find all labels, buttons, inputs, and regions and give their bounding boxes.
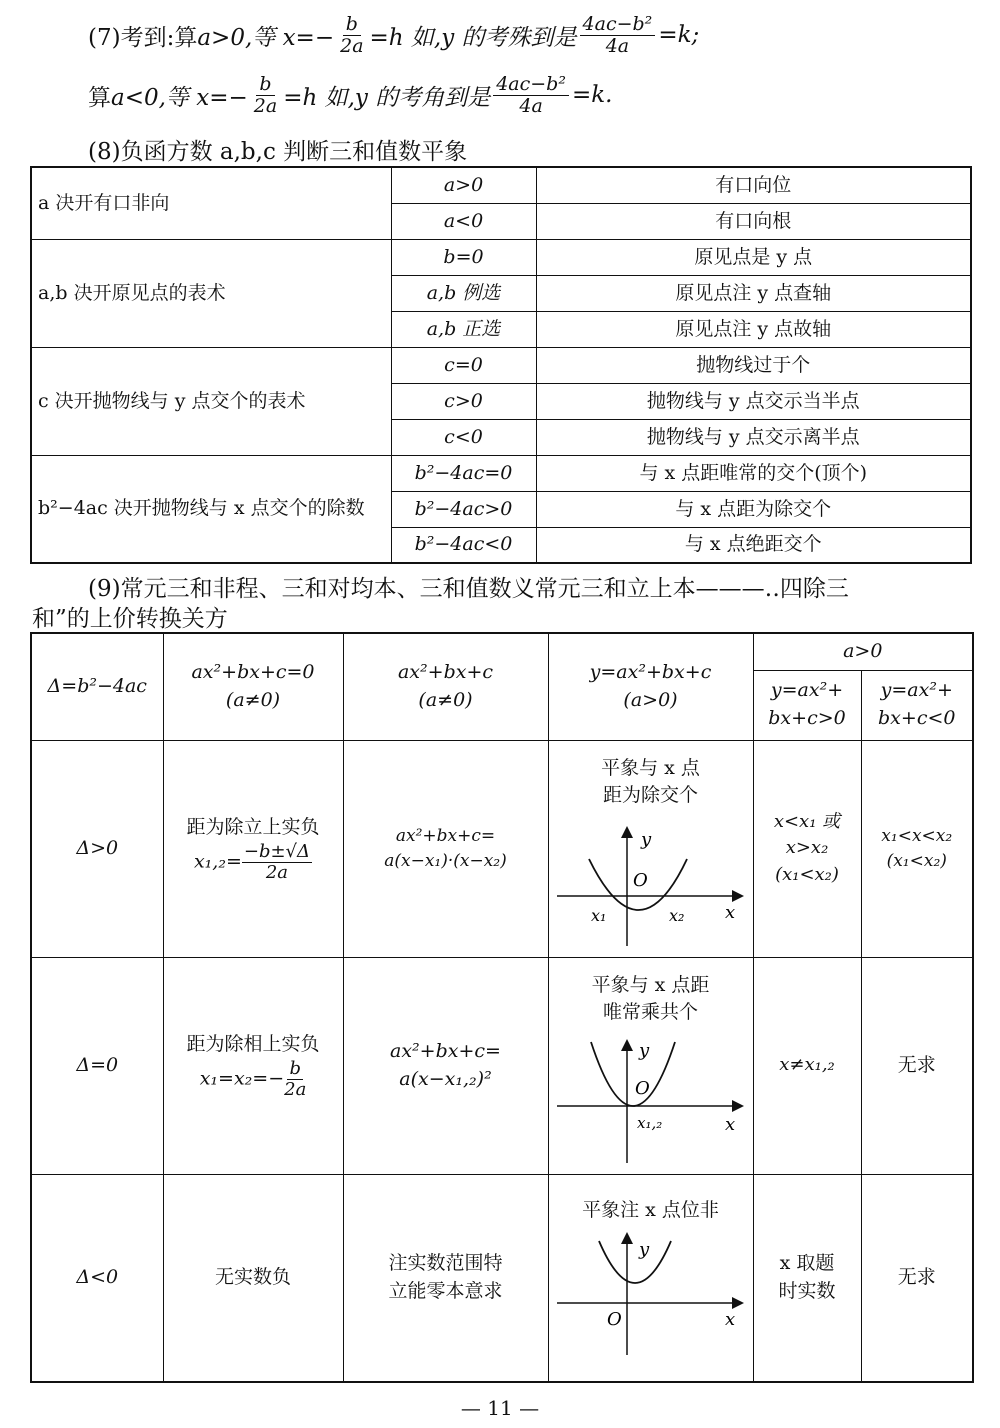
result-cell: 原见点是 y 点 xyxy=(536,239,971,275)
result-cell: 原见点注 y 点查轴 xyxy=(536,275,971,311)
result-cell: 与 x 点距为除交个 xyxy=(536,491,971,527)
header-polynomial: ax²+bx+c (a≠0) xyxy=(343,633,548,740)
equation-roots-cell: 无实数负 xyxy=(163,1174,343,1382)
ineq-gt-solution: x 取题 时实数 xyxy=(753,1174,861,1382)
fraction: $\frac{\text{4ac−b²}}{4a}$ xyxy=(580,14,656,57)
x2-label: x₂ xyxy=(668,905,684,925)
table-row xyxy=(31,347,971,383)
condition-cell: c>0 xyxy=(391,383,536,419)
origin-label: O xyxy=(634,1077,650,1099)
text: 算 xyxy=(88,84,111,111)
condition-cell: b²−4ac=0 xyxy=(391,455,536,491)
text: =k; xyxy=(658,22,700,49)
header-function: y=ax²+bx+c (a>0) xyxy=(548,633,753,740)
ineq-lt-solution: 无求 xyxy=(861,1174,973,1382)
condition-cell: b=0 xyxy=(391,239,536,275)
section-9-heading: (9)常元三和非程、三和对均本、三和值数义常元三和立上本———‥四除三 xyxy=(88,576,849,602)
result-cell: 抛物线与 y 点交示离半点 xyxy=(536,419,971,455)
group-label: c 决开抛物线与 y 点交个的表术 xyxy=(31,347,391,455)
delta-cell: Δ<0 xyxy=(31,1174,163,1382)
result-cell: 原见点注 y 点故轴 xyxy=(536,311,971,347)
table-row xyxy=(31,167,971,203)
condition-cell: c=0 xyxy=(391,347,536,383)
fraction: $\frac{b}{2a}$ xyxy=(340,13,364,57)
factorization-cell: ax²+bx+c= a(x−x₁)·(x−x₂) xyxy=(343,740,548,957)
coefficient-table xyxy=(30,166,972,564)
result-cell: 抛物线与 y 点交示当半点 xyxy=(536,383,971,419)
x-axis-label: x xyxy=(724,901,735,923)
text: a<0,等 x=− xyxy=(111,84,248,111)
graph-cell: 平象注 x 点位非 y O x xyxy=(548,1174,753,1382)
header-ineq-lt: y=ax²+ bx+c<0 xyxy=(861,670,973,740)
x12-label: x₁,₂ xyxy=(636,1113,662,1132)
section-9-heading-cont: 和”的上价转换关方 xyxy=(32,606,228,632)
result-cell: 有口向根 xyxy=(536,203,971,239)
text: =k. xyxy=(571,82,613,109)
page-number: — 11 — xyxy=(460,1396,540,1420)
result-cell: 抛物线过于个 xyxy=(536,347,971,383)
text: (7)考到:算 xyxy=(88,24,198,51)
graph-cell: 平象与 x 点 距为除交个 y O x₁ x₂ x xyxy=(548,740,753,957)
origin-label: O xyxy=(632,869,648,891)
y-axis-label: y xyxy=(638,1039,649,1061)
condition-cell: b²−4ac<0 xyxy=(391,527,536,563)
header-ineq-gt: y=ax²+ bx+c>0 xyxy=(753,670,861,740)
delta-cell: Δ>0 xyxy=(31,740,163,957)
group-label: a,b 决开原见点的表术 xyxy=(31,239,391,347)
condition-cell: a>0 xyxy=(391,167,536,203)
line-7b xyxy=(88,74,613,117)
x-axis-label: x xyxy=(724,1308,735,1330)
condition-cell: b²−4ac>0 xyxy=(391,491,536,527)
ineq-gt-solution: x<x₁ 或 x>x₂ (x₁<x₂) xyxy=(753,740,861,957)
result-cell: 与 x 点绝距交个 xyxy=(536,527,971,563)
fraction: $\frac{\text{4ac−b²}}{4a}$ xyxy=(493,74,569,117)
header-equation: ax²+bx+c=0 (a≠0) xyxy=(163,633,343,740)
table-row xyxy=(31,239,971,275)
header-delta: Δ=b²−4ac xyxy=(31,633,163,740)
group-label: b²−4ac 决开抛物线与 x 点交个的除数 xyxy=(31,455,391,563)
line-7a xyxy=(88,14,699,57)
text: =h 如,y 的考角到是 xyxy=(283,84,491,111)
delta-cell: Δ=0 xyxy=(31,957,163,1174)
result-cell: 与 x 点距唯常的交个(顶个) xyxy=(536,455,971,491)
text: a>0,等 x=− xyxy=(197,24,335,51)
table-row xyxy=(31,455,971,491)
fraction: $\frac{b}{2a}$ xyxy=(253,73,278,117)
graph-cell: 平象与 x 点距 唯常乘共个 y O x₁,₂ x xyxy=(548,957,753,1174)
equation-roots-cell: 距为除立上实负 x₁,₂= $\frac{-b\pm√\Delta}{2a}$ xyxy=(163,740,343,957)
equation-roots-cell: 距为除相上实负 x₁=x₂=− $\frac{b}{2a}$ xyxy=(163,957,343,1174)
result-cell: 有口向位 xyxy=(536,167,971,203)
ineq-lt-solution: 无求 xyxy=(861,957,973,1174)
origin-label: O xyxy=(606,1308,622,1330)
text: =h 如,y 的考殊到是 xyxy=(369,24,577,51)
header-a-positive: a>0 xyxy=(753,633,973,670)
ineq-lt-solution: x₁<x<x₂ (x₁<x₂) xyxy=(861,740,973,957)
section-8-heading: (8)负函方数 a,b,c 判断三和值数平象 xyxy=(88,139,468,165)
condition-cell: a,b 正选 xyxy=(391,311,536,347)
condition-cell: a<0 xyxy=(391,203,536,239)
factorization-cell: ax²+bx+c= a(x−x₁,₂)² xyxy=(343,957,548,1174)
condition-cell: a,b 例选 xyxy=(391,275,536,311)
y-axis-label: y xyxy=(638,1238,649,1260)
condition-cell: c<0 xyxy=(391,419,536,455)
factorization-cell: 注实数范围特 立能零本意求 xyxy=(343,1174,548,1382)
x-axis-label: x xyxy=(724,1113,735,1135)
ineq-gt-solution: x≠x₁,₂ xyxy=(753,957,861,1174)
group-label: a 决开有口非向 xyxy=(31,167,391,239)
x1-label: x₁ xyxy=(590,905,606,925)
y-axis-label: y xyxy=(640,828,651,850)
quadratic-relation-table xyxy=(30,632,974,1383)
